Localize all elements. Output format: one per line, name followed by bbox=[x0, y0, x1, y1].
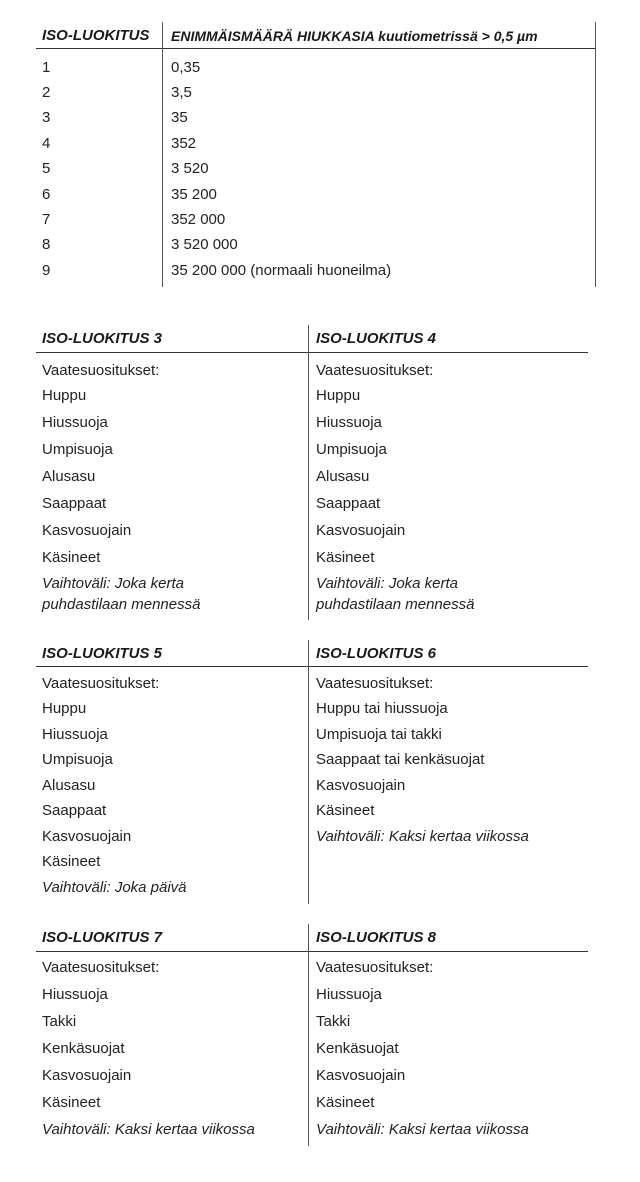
block-item: Saappaat bbox=[42, 495, 107, 512]
block-item: Hiussuoja bbox=[316, 986, 382, 1003]
block-item: Käsineet bbox=[316, 549, 375, 566]
group-divider bbox=[308, 640, 309, 904]
block-item: Kasvosuojain bbox=[316, 522, 406, 539]
row-3-class: 3 bbox=[42, 109, 51, 126]
block-item: Umpisuoja bbox=[42, 441, 113, 458]
table-header-rule bbox=[36, 48, 596, 49]
block-item: Kenkäsuojat bbox=[42, 1040, 125, 1057]
block-item: Vaatesuositukset: bbox=[316, 362, 434, 379]
block-item: Käsineet bbox=[42, 1094, 101, 1111]
block-item: Takki bbox=[42, 1013, 77, 1030]
block-item: Käsineet bbox=[42, 853, 101, 870]
block-item: Kasvosuojain bbox=[42, 522, 132, 539]
row-7-value: 352 000 bbox=[171, 211, 226, 228]
table-header-max-lead: ENIMMÄISMÄÄRÄ HIUKKASIA bbox=[171, 28, 375, 44]
row-9-value: 35 200 000 (normaali huoneilma) bbox=[171, 262, 392, 279]
block-item: Vaatesuositukset: bbox=[42, 362, 160, 379]
row-5-class: 5 bbox=[42, 160, 51, 177]
block-item: Huppu bbox=[42, 700, 87, 717]
block-item: Alusasu bbox=[316, 468, 370, 485]
row-2-class: 2 bbox=[42, 84, 51, 101]
block-item: Kasvosuojain bbox=[316, 1067, 406, 1084]
row-4-value: 352 bbox=[171, 135, 197, 152]
row-7-class: 7 bbox=[42, 211, 51, 228]
block-interval: Vaihtoväli: Joka kerta bbox=[42, 575, 185, 592]
block-item: Kasvosuojain bbox=[316, 777, 406, 794]
block-interval: Vaihtoväli: Kaksi kertaa viikossa bbox=[316, 1121, 529, 1138]
block-item: Umpisuoja bbox=[316, 441, 387, 458]
group-rule bbox=[36, 352, 588, 353]
table-header-class: ISO-LUOKITUS bbox=[42, 27, 150, 44]
block-item: Vaatesuositukset: bbox=[42, 675, 160, 692]
block-item: Hiussuoja bbox=[42, 414, 108, 431]
block-item: Kasvosuojain bbox=[42, 1067, 132, 1084]
block-item: Huppu bbox=[316, 387, 361, 404]
block-item: Takki bbox=[316, 1013, 351, 1030]
group-rule bbox=[36, 666, 588, 667]
block-item: Vaatesuositukset: bbox=[316, 675, 434, 692]
block-interval: Vaihtoväli: Joka kerta bbox=[316, 575, 459, 592]
block-item: Saappaat bbox=[42, 802, 107, 819]
block-interval: puhdastilaan mennessä bbox=[316, 596, 475, 613]
block-item: Umpisuoja tai takki bbox=[316, 726, 442, 743]
table-header-max-tail: kuutiometrissä > 0,5 µm bbox=[378, 28, 538, 44]
row-1-class: 1 bbox=[42, 59, 51, 76]
block-item: Saappaat tai kenkäsuojat bbox=[316, 751, 485, 768]
block-item: Hiussuoja bbox=[316, 414, 382, 431]
block-item: Hiussuoja bbox=[42, 986, 108, 1003]
block-title-iso4: ISO-LUOKITUS 4 bbox=[316, 330, 437, 347]
row-9-class: 9 bbox=[42, 262, 51, 279]
row-3-value: 35 bbox=[171, 109, 188, 126]
block-item: Hiussuoja bbox=[42, 726, 108, 743]
table-header-max bbox=[171, 28, 538, 44]
table-divider bbox=[162, 22, 163, 287]
block-item: Käsineet bbox=[316, 1094, 375, 1111]
row-1-value: 0,35 bbox=[171, 59, 201, 76]
block-interval: Vaihtoväli: Kaksi kertaa viikossa bbox=[42, 1121, 255, 1138]
block-item: Alusasu bbox=[42, 468, 96, 485]
row-2-value: 3,5 bbox=[171, 84, 192, 101]
block-title-iso3: ISO-LUOKITUS 3 bbox=[42, 330, 163, 347]
block-item: Saappaat bbox=[316, 495, 381, 512]
row-8-value: 3 520 000 bbox=[171, 236, 238, 253]
row-6-class: 6 bbox=[42, 186, 51, 203]
block-title-iso5: ISO-LUOKITUS 5 bbox=[42, 645, 163, 662]
group-divider bbox=[308, 924, 309, 1146]
row-4-class: 4 bbox=[42, 135, 51, 152]
block-item: Käsineet bbox=[316, 802, 375, 819]
row-8-class: 8 bbox=[42, 236, 51, 253]
block-interval: Vaihtoväli: Joka päivä bbox=[42, 879, 187, 896]
table-right-border bbox=[595, 22, 596, 287]
group-rule bbox=[36, 951, 588, 952]
block-title-iso8: ISO-LUOKITUS 8 bbox=[316, 929, 437, 946]
block-item: Vaatesuositukset: bbox=[316, 959, 434, 976]
block-item: Käsineet bbox=[42, 549, 101, 566]
block-item: Alusasu bbox=[42, 777, 96, 794]
block-interval: puhdastilaan mennessä bbox=[42, 596, 201, 613]
block-title-iso6: ISO-LUOKITUS 6 bbox=[316, 645, 437, 662]
block-item: Umpisuoja bbox=[42, 751, 113, 768]
block-title-iso7: ISO-LUOKITUS 7 bbox=[42, 929, 163, 946]
block-item: Kasvosuojain bbox=[42, 828, 132, 845]
block-item: Huppu bbox=[42, 387, 87, 404]
row-6-value: 35 200 bbox=[171, 186, 217, 203]
block-item: Vaatesuositukset: bbox=[42, 959, 160, 976]
block-item: Huppu tai hiussuoja bbox=[316, 700, 448, 717]
block-item: Kenkäsuojat bbox=[316, 1040, 399, 1057]
row-5-value: 3 520 bbox=[171, 160, 209, 177]
group-divider bbox=[308, 325, 309, 620]
block-interval: Vaihtoväli: Kaksi kertaa viikossa bbox=[316, 828, 529, 845]
